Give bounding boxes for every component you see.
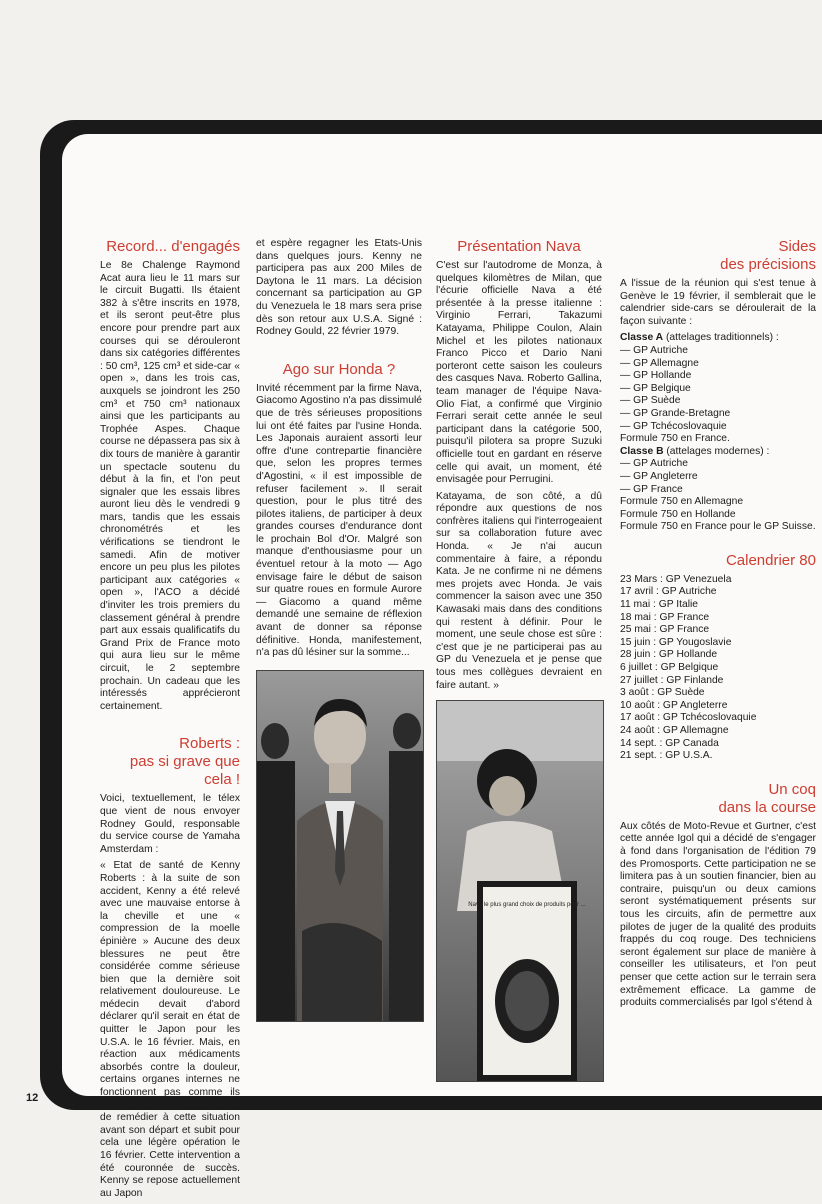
record-title: Record... d'engagés	[106, 238, 240, 255]
list-item: — GP Allemagne	[620, 357, 699, 369]
list-item: 24 août : GP Allemagne	[620, 725, 729, 736]
ago-title: Ago sur Honda ?	[282, 360, 396, 378]
roberts-title-1: Roberts :	[179, 735, 240, 753]
roberts-text-2: « Etat de santé de Kenny Roberts : à la suite de son accident, Kenny a été relevé avec une mauvaise entorse à la cheville et une « compression de la moelle épinière » Aucune des deux blessures ne peut être considérée comme sérieuse bien que la dernière soit relativement douloureuse. Le médecin devait d'abord déclarer qu'il serait en état de quitter le Japon pour les U.S.A. le 16 février. Mais, en réaction aux médicaments absorbés contre la douleur, certains organes internes ne fonctionnent pas comme ils l'auraient dû. Il fut alors décidé de remédier à cette situation avant son départ et subit pour cela une légère opération le 16 février. Cette intervention a été couronnée de succès. Kenny se repose actuellement au Japon	[100, 860, 240, 1199]
list-item: 27 juillet : GP Finlande	[620, 674, 724, 686]
list-item: 3 août : GP Suède	[620, 687, 705, 699]
list-item: 17 août : GP Tchécoslovaquie	[620, 712, 757, 724]
list-item: — GP Suède	[620, 395, 681, 407]
column-2	[256, 238, 422, 1022]
class-b-desc: (attelages modernes) :	[663, 445, 770, 457]
record-text: Le 8e Chalenge Raymond Acat aura lieu le 11 mars sur le circuit Bugatti. Ils étaient 382 à s'être inscrits en 1978, et ils seront peut-être plus encore pour prendre part aux courses qui se dérouleront dans six catégories différentes : 50 cm³, 125 cm³ et side-car « open », dans les trois cas, auxquels se joindront les 250 cm³ et 750 cm³ nationaux ainsi que les participants au Trophée Aspes. Chaque course ne dépassera pas six à dix tours de manière à garantir un spectacle soutenu du début à la fin, et l'on peut signaler que les essais libres auront lieu dès le vendredi 9 mars, tandis que les essais chronométrés et les vérifications se tiendront le samedi. Afin de motiver encore un peu plus les pilotes participant aux catégories « open », l'ACO a décidé d'inviter les trois premiers du classement général à prendre part aux essais qualificatifs du Grand Prix de France moto qui aura lieu sur le même circuit, le 2 septembre prochain. Un cadeau que les intéressés apprécieront certainement.	[100, 260, 240, 712]
roberts-title-3: cela !	[204, 771, 240, 789]
agostini-photo-image	[257, 671, 423, 1021]
katayama-photo-image	[437, 701, 603, 1081]
class-a-list	[620, 332, 816, 445]
katayama-photo	[436, 700, 604, 1082]
sides-intro: A l'issue de la réunion qui s'est tenue à Genève le 19 février, il semblerait que le calendrier side-cars se déroulerait de la façon suivante :	[620, 278, 816, 327]
list-item: 23 Mars : GP Venezuela	[620, 573, 732, 585]
sides-title-1: Sides	[778, 238, 816, 255]
page-number: 12	[26, 1092, 39, 1104]
calendrier-list	[620, 574, 816, 763]
list-item: — GP Angleterre	[620, 470, 698, 482]
coq-text: Aux côtés de Moto-Revue et Gurtner, c'est cette année Igol qui a décidé de s'engager à fond dans l'organisation de l'édition 79 des Promosports. Cette participation ne se limitera pas à un soutien financier, bien au contraire, puisqu'un ou deux camions seront systématiquement présents sur tous les circuits, afin de permettre aux pilotes de juger de la qualité des produits frappés du coq rouge. Des techniciens seront également sur place de manière à conseiller les utilisateurs, et l'on peut penser que cette action sur le terrain sera extrêmement efficace. La gamme de produits commercialisés par Igol s'étend à	[620, 820, 816, 1009]
list-item: 11 mai : GP Italie	[620, 599, 699, 611]
roberts-text-3: et espère regagner les Etats-Unis dans quelques jours. Kenny ne participera pas aux 200 Miles de Daytona le 11 mars. La décision concernant sa participation au GP du Venezuela le 18 mars sera prise dès son retour aux U.S.A. Signé : Rodney Gould, 22 février 1979.	[256, 238, 422, 338]
list-item: — GP Autriche	[620, 458, 688, 470]
list-item: 6 juillet : GP Belgique	[620, 662, 719, 674]
column-3	[436, 238, 602, 1082]
coq-title-2: dans la course	[718, 798, 816, 816]
list-item: Formule 750 en Hollande	[620, 508, 736, 520]
sides-title-2: des précisions	[720, 256, 816, 273]
list-item: Formule 750 en France pour le GP Suisse.	[620, 521, 816, 533]
nava-text-1: C'est sur l'autodrome de Monza, à quelques kilomètres de Milan, que l'écurie officielle Nava a été présentée à la presse italienne : Virginio Ferrari, Takazumi Katayama, Philippe Coulon, Alain Michel et les pilotes nationaux Franco Picco et Dario Nani porteront cette saison les couleurs des casques Nava. Roberto Gallina, team manager de l'équipe Nava-Olio Fiat, a confirmé que Virginio Ferrari serait cette année le seul participant dans la catégorie 500, puisqu'il pilotera sa propre Suzuki officielle tout en gardant en réserve celle qui avait, un moment, été envisagée pour Perrugini.	[436, 260, 602, 486]
list-item: 10 août : GP Angleterre	[620, 699, 728, 711]
column-4	[620, 238, 816, 1014]
class-b-list	[620, 446, 816, 534]
agostini-photo	[256, 670, 424, 1022]
list-item: 17 avril : GP Autriche	[620, 586, 717, 598]
list-item: — GP Autriche	[620, 344, 688, 356]
list-item: 14 sept. : GP Canada	[620, 737, 719, 749]
nava-text-2: Katayama, de son côté, a dû répondre aux questions de nos confrères italiens qui l'interrogeaient sur sa collaboration future avec Honda. « Je n'ai aucun commentaire à faire, a répondu Kata. Je ne confirme ni ne démens mes projets avec Honda. Je vais commencer la saison avec une 350 Kawasaki mais dans des conditions qui restent à définir. Pour le moment, une seule chose est sûre : c'est que je ne participerai pas au GP du Venezuela et je pense que tous mes collègues devraient en faire autant. »	[436, 490, 602, 691]
roberts-title-2: pas si grave que	[129, 753, 240, 771]
roberts-text-1: Voici, textuellement, le télex que vient de nous envoyer Rodney Gould, responsable du service course de Yamaha Amsterdam :	[100, 793, 240, 855]
list-item: 15 juin : GP Yougoslavie	[620, 636, 732, 648]
list-item: 28 juin : GP Hollande	[620, 649, 718, 661]
list-item: 25 mai : GP France	[620, 624, 710, 636]
column-1	[100, 238, 240, 1204]
calendrier-title: Calendrier 80	[725, 551, 816, 569]
list-item: 21 sept. : GP U.S.A.	[620, 750, 713, 762]
class-a-label: Classe A	[620, 332, 664, 344]
coq-title-1: Un coq	[768, 780, 816, 798]
list-item: — GP Belgique	[620, 382, 691, 394]
list-item: Formule 750 en France.	[620, 433, 730, 445]
list-item: — GP Tchécoslovaquie	[620, 420, 727, 432]
ago-text: Invité récemment par la firme Nava, Giacomo Agostino n'a pas dissimulé que de très sérieuses propositions lui ont été faites par l'usine Honda. Les Japonais auraient assorti leur offre d'une contrepartie financière que, selon les propres termes d'Agostini, « il est impossible de refuser facilement ». Il serait question, pour le plus titré des pilotes italiens, de participer à deux grandes courses d'endurance dont le prochain Bol d'Or. Malgré son manque d'enthousiasme pour un éventuel retour à la moto — Ago envisage faire le début de saison sur quatre roues en formule Aurore — Giacomo a quand même demandé une semaine de réflexion avant de donner sa réponse définitive. Honda, manifestement, n'a pas dû lésiner sur la somme...	[256, 382, 422, 659]
class-b-label: Classe B	[620, 445, 664, 457]
list-item: — GP Grande-Bretagne	[620, 407, 731, 419]
list-item: — GP Hollande	[620, 370, 692, 382]
list-item: 18 mai : GP France	[620, 611, 710, 623]
class-a-desc: (attelages traditionnels) :	[663, 332, 779, 344]
list-item: — GP France	[620, 483, 683, 495]
list-item: Formule 750 en Allemagne	[620, 496, 744, 508]
nava-title: Présentation Nava	[457, 238, 581, 255]
nava-sign-text: Nava le plus grand choix de produits pour ...	[468, 902, 586, 909]
